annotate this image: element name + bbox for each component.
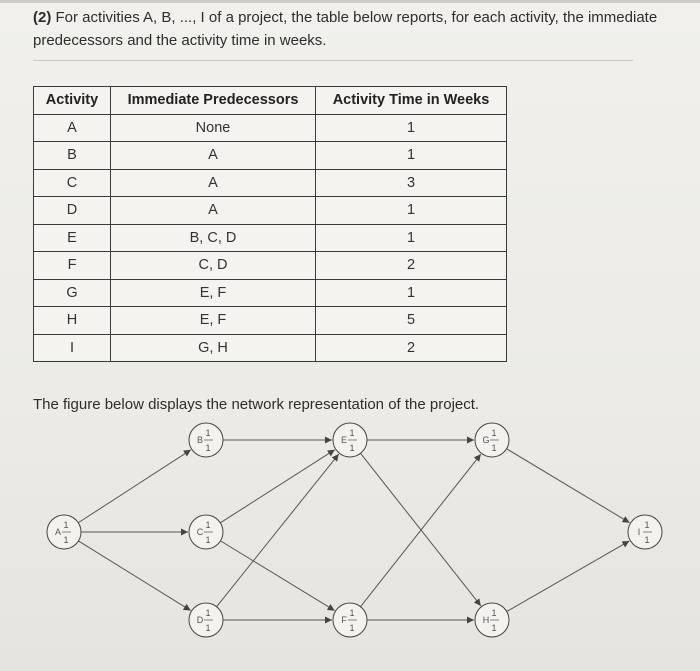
cell-predecessors: None [111, 114, 316, 142]
node-bottom-value: 1 [491, 443, 497, 453]
node-c [189, 515, 223, 549]
cell-time: 5 [316, 307, 507, 335]
cell-activity: D [34, 197, 111, 225]
cell-activity: G [34, 279, 111, 307]
header-predecessors: Immediate Predecessors [111, 87, 316, 115]
node-top-value: 1 [349, 608, 355, 618]
cell-time: 2 [316, 334, 507, 362]
cell-predecessors: C, D [111, 252, 316, 280]
node-g [475, 423, 509, 457]
cell-activity: A [34, 114, 111, 142]
node-label: E [340, 435, 348, 445]
node-top-value: 1 [205, 608, 211, 618]
node-label: F [341, 615, 347, 625]
node-top-value: 1 [349, 428, 355, 438]
cell-activity: H [34, 307, 111, 335]
node-top-value: 1 [644, 520, 650, 530]
cell-time: 1 [316, 279, 507, 307]
node-top-value: 1 [491, 428, 497, 438]
node-e [333, 423, 367, 457]
cell-predecessors: B, C, D [111, 224, 316, 252]
cell-predecessors: A [111, 197, 316, 225]
node-label: B [196, 435, 204, 445]
cell-activity: B [34, 142, 111, 170]
edge-g-i [507, 449, 630, 523]
figure-caption: The figure below displays the network representation of the project. [33, 396, 480, 413]
node-i [628, 515, 662, 549]
node-a [47, 515, 81, 549]
cell-activity: C [34, 169, 111, 197]
cell-time: 1 [316, 114, 507, 142]
node-bottom-value: 1 [491, 623, 497, 633]
question-body: For activities A, B, ..., I of a project, the table below reports, for each activity, the immediate predecessors and the activity time in weeks. [33, 9, 658, 49]
node-label: A [54, 527, 62, 537]
header-activity: Activity [34, 87, 111, 115]
edge-a-d [78, 541, 190, 611]
node-d [189, 603, 223, 637]
cell-activity: I [34, 334, 111, 362]
cell-time: 1 [316, 224, 507, 252]
edge-a-b [78, 450, 191, 523]
cell-time: 1 [316, 197, 507, 225]
node-bottom-value: 1 [644, 535, 650, 545]
node-b [189, 423, 223, 457]
node-bottom-value: 1 [349, 443, 355, 453]
edge-h-i [507, 541, 630, 612]
cell-predecessors: E, F [111, 307, 316, 335]
cell-activity: E [34, 224, 111, 252]
node-f [333, 603, 367, 637]
node-bottom-value: 1 [63, 535, 69, 545]
edges-layer [78, 440, 629, 620]
edge-c-f [221, 541, 335, 611]
nodes-layer [47, 423, 662, 637]
node-top-value: 1 [205, 520, 211, 530]
node-label: I [637, 527, 641, 537]
node-top-value: 1 [63, 520, 69, 530]
node-h [475, 603, 509, 637]
cell-predecessors: A [111, 169, 316, 197]
node-bottom-value: 1 [349, 623, 355, 633]
cell-predecessors: A [111, 142, 316, 170]
cell-activity: F [34, 252, 111, 280]
edge-c-e [220, 450, 335, 523]
node-label: C [196, 527, 204, 537]
node-top-value: 1 [205, 428, 211, 438]
node-bottom-value: 1 [205, 535, 211, 545]
cell-time: 3 [316, 169, 507, 197]
node-label: D [196, 615, 204, 625]
node-label: H [482, 615, 490, 625]
question-number: (2) [33, 9, 52, 26]
header-time: Activity Time in Weeks [316, 87, 507, 115]
node-top-value: 1 [491, 608, 497, 618]
edge-d-e [217, 454, 339, 607]
cell-predecessors: G, H [111, 334, 316, 362]
cell-time: 1 [316, 142, 507, 170]
cell-predecessors: E, F [111, 279, 316, 307]
node-bottom-value: 1 [205, 623, 211, 633]
cell-time: 2 [316, 252, 507, 280]
node-bottom-value: 1 [205, 443, 211, 453]
node-label: G [482, 435, 490, 445]
